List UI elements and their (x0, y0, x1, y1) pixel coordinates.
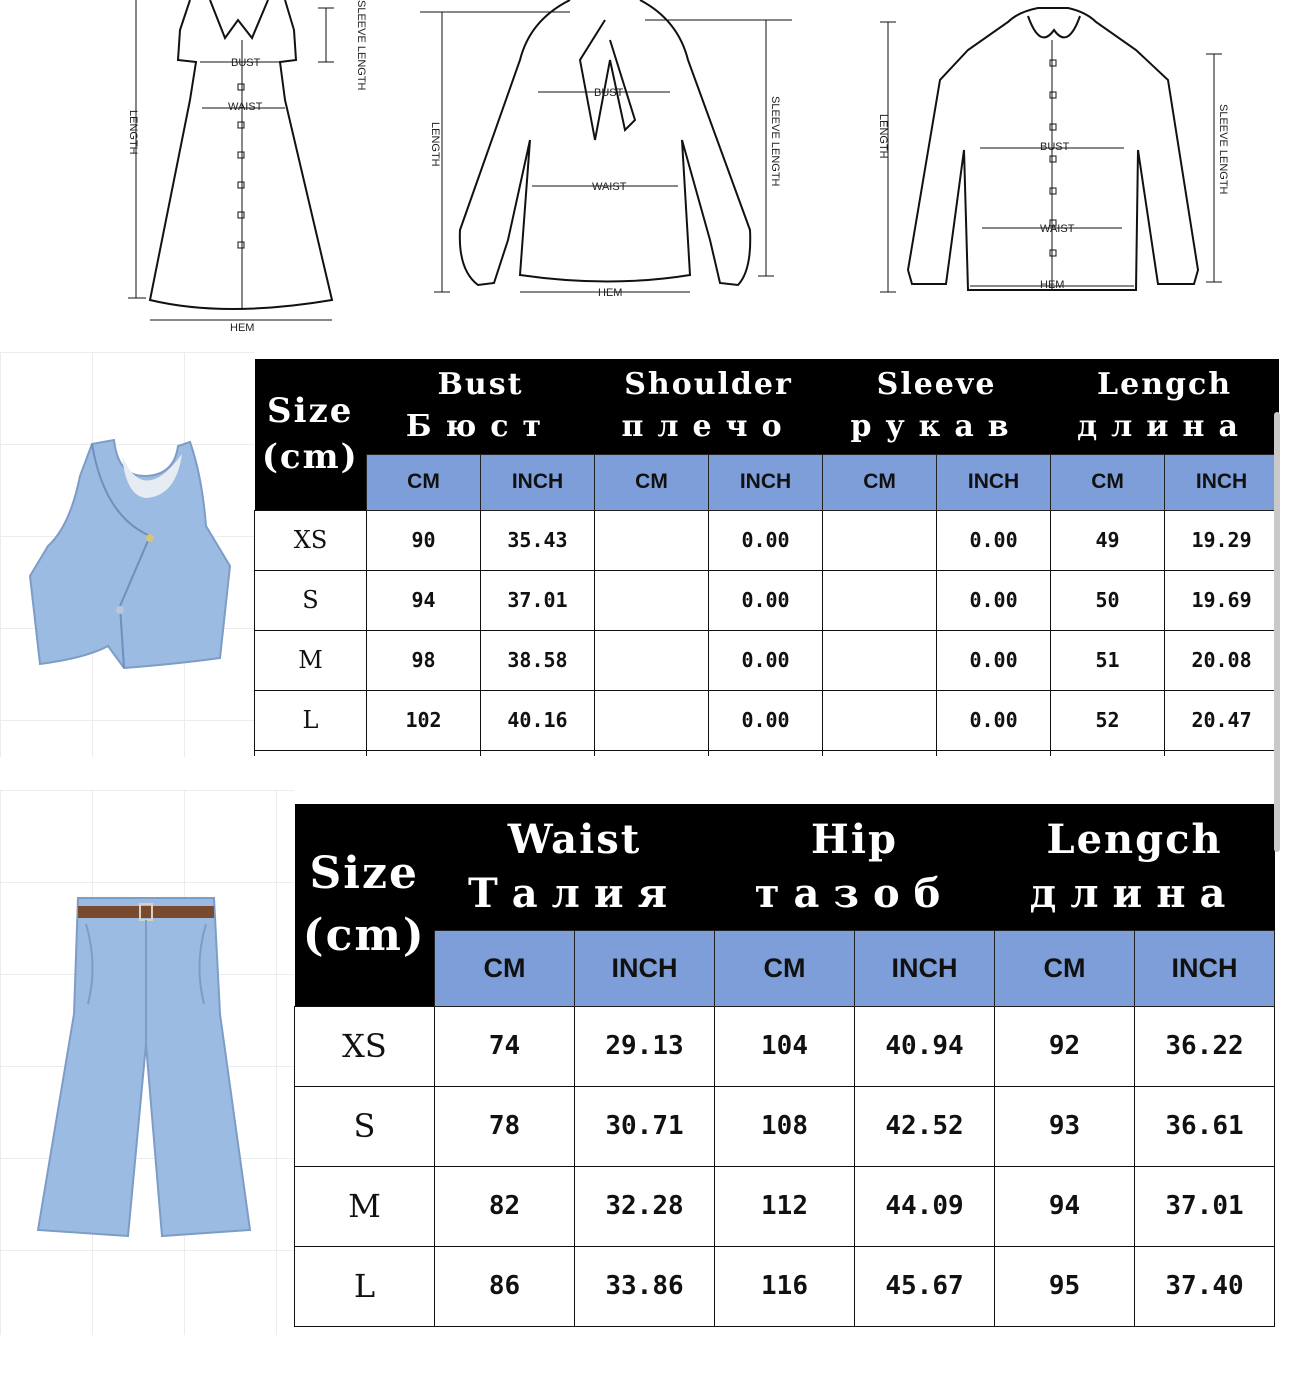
pants-value-cell: 93 (995, 1086, 1135, 1166)
vest-value-cell: 19.69 (1165, 570, 1279, 630)
pants-group-label-en: Waist (507, 815, 642, 863)
pants-value-cell: 29.13 (575, 1006, 715, 1086)
pants-size-cell: M (295, 1166, 435, 1246)
vest-size-label: Size (267, 391, 354, 432)
vest-value-cell: 38.58 (481, 630, 595, 690)
dress-hem-label: HEM (230, 322, 255, 334)
vest-value-cell: 0.00 (937, 690, 1051, 750)
vest-group-label-ru: плечо (621, 409, 796, 445)
vest-group-label-ru: Бюст (405, 409, 556, 445)
vest-size-header (255, 359, 367, 510)
pants-value-cell: 44.09 (855, 1166, 995, 1246)
vest-size-unit: (cm) (261, 437, 359, 478)
pants-value-cell: 92 (995, 1006, 1135, 1086)
shirt-sleeve-length-label: SLEEVE LENGTH (1217, 104, 1229, 195)
dress-diagram (110, 0, 390, 340)
pants-group-label-ru: тазоб (754, 869, 955, 917)
vest-group-label-en: Shoulder (624, 367, 793, 403)
shirt-hem-label: HEM (1040, 279, 1065, 291)
vest-value-cell: 19.29 (1165, 510, 1279, 570)
vest-unit-header: INCH (709, 454, 823, 510)
pants-group-length (995, 804, 1275, 930)
pants-group-waist (435, 804, 715, 930)
vest-value-cell: 20.08 (1165, 630, 1279, 690)
vest-value-cell: 0.00 (709, 690, 823, 750)
vest-group-label-en: Lengch (1097, 367, 1233, 403)
vest-value-cell: 35.43 (481, 510, 595, 570)
vest-value-cell: 102 (367, 690, 481, 750)
vest-table-cut-row (255, 750, 1279, 756)
vest-value-cell: 90 (367, 510, 481, 570)
pants-group-label-ru: Талия (467, 869, 682, 917)
blouse-bust-label: BUST (594, 87, 624, 99)
vest-size-cell: S (255, 570, 367, 630)
vest-value-cell (823, 630, 937, 690)
dress-bust-label: BUST (231, 57, 261, 69)
pants-value-cell: 33.86 (575, 1246, 715, 1326)
pants-table-row (295, 1246, 1275, 1326)
vest-value-cell: 98 (367, 630, 481, 690)
pants-photo (36, 894, 252, 1240)
vest-value-cell: 20.47 (1165, 690, 1279, 750)
vest-size-cell: L (255, 690, 367, 750)
vest-group-shoulder (595, 359, 823, 454)
pants-value-cell: 40.94 (855, 1006, 995, 1086)
blouse-length-label: LENGTH (429, 122, 441, 167)
pants-value-cell: 36.22 (1135, 1006, 1275, 1086)
pants-value-cell: 104 (715, 1006, 855, 1086)
pants-value-cell: 95 (995, 1246, 1135, 1326)
pants-unit-header: CM (715, 930, 855, 1006)
blouse-hem-label: HEM (598, 287, 623, 299)
vest-group-sleeve (823, 359, 1051, 454)
pants-value-cell: 74 (435, 1006, 575, 1086)
vest-group-bust (367, 359, 595, 454)
pants-group-label-en: Lengch (1046, 815, 1223, 863)
pants-value-cell: 112 (715, 1166, 855, 1246)
pants-size-cell: S (295, 1086, 435, 1166)
vest-photo (26, 436, 232, 672)
vest-value-cell: 0.00 (709, 630, 823, 690)
vest-size-cell: M (255, 630, 367, 690)
pants-unit-header: CM (435, 930, 575, 1006)
pants-group-label-ru: длина (1029, 869, 1240, 917)
vest-value-cell: 51 (1051, 630, 1165, 690)
pants-unit-header: INCH (1135, 930, 1275, 1006)
vest-value-cell: 37.01 (481, 570, 595, 630)
pants-group-label-en: Hip (811, 815, 898, 863)
shirt-waist-label: WAIST (1040, 223, 1075, 235)
pants-value-cell: 86 (435, 1246, 575, 1326)
pants-value-cell: 37.01 (1135, 1166, 1275, 1246)
vest-value-cell (823, 570, 937, 630)
vest-value-cell (823, 510, 937, 570)
vest-group-label-en: Bust (437, 367, 524, 403)
vest-value-cell (823, 690, 937, 750)
pants-table-row (295, 1086, 1275, 1166)
pants-value-cell: 36.61 (1135, 1086, 1275, 1166)
vest-value-cell: 0.00 (937, 570, 1051, 630)
vest-unit-header: INCH (1165, 454, 1279, 510)
vest-size-table (254, 359, 1279, 756)
vest-unit-header: CM (823, 454, 937, 510)
vest-table-row (255, 690, 1279, 750)
vest-group-label-ru: рукав (850, 409, 1023, 445)
pants-value-cell: 37.40 (1135, 1246, 1275, 1326)
vest-value-cell: 94 (367, 570, 481, 630)
pants-size-cell: XS (295, 1006, 435, 1086)
vest-size-cell: XS (255, 510, 367, 570)
vest-table-row (255, 630, 1279, 690)
vest-unit-header: CM (595, 454, 709, 510)
pants-value-cell: 116 (715, 1246, 855, 1326)
vest-group-length (1051, 359, 1279, 454)
vest-unit-header: INCH (937, 454, 1051, 510)
pants-value-cell: 78 (435, 1086, 575, 1166)
vest-value-cell: 0.00 (709, 570, 823, 630)
vest-group-label-en: Sleeve (876, 367, 997, 403)
shirt-diagram (868, 0, 1248, 310)
vest-unit-header: CM (367, 454, 481, 510)
pants-unit-header: INCH (575, 930, 715, 1006)
vest-value-cell: 0.00 (709, 510, 823, 570)
shirt-bust-label: BUST (1040, 141, 1070, 153)
pants-value-cell: 32.28 (575, 1166, 715, 1246)
vest-value-cell (595, 630, 709, 690)
pants-value-cell: 45.67 (855, 1246, 995, 1326)
vest-value-cell: 0.00 (937, 630, 1051, 690)
vest-value-cell: 50 (1051, 570, 1165, 630)
vest-value-cell: 52 (1051, 690, 1165, 750)
pants-size-table (294, 804, 1275, 1327)
blouse-waist-label: WAIST (592, 181, 627, 193)
vest-unit-header: CM (1051, 454, 1165, 510)
pants-size-unit: (cm) (302, 909, 426, 961)
shirt-length-label: LENGTH (877, 114, 889, 159)
pants-value-cell: 42.52 (855, 1086, 995, 1166)
dress-length-label: LENGTH (127, 110, 139, 155)
vest-value-cell (595, 510, 709, 570)
pants-value-cell: 108 (715, 1086, 855, 1166)
blouse-diagram (420, 0, 800, 310)
vest-value-cell: 49 (1051, 510, 1165, 570)
vest-unit-header: INCH (481, 454, 595, 510)
vest-table-row (255, 510, 1279, 570)
blouse-sleeve-length-label: SLEEVE LENGTH (769, 96, 781, 187)
pants-value-cell: 30.71 (575, 1086, 715, 1166)
vest-value-cell (595, 690, 709, 750)
vest-table-row (255, 570, 1279, 630)
vest-value-cell (595, 570, 709, 630)
vest-value-cell: 40.16 (481, 690, 595, 750)
vest-value-cell: 0.00 (937, 510, 1051, 570)
pants-group-hip (715, 804, 995, 930)
dress-waist-label: WAIST (228, 101, 263, 113)
page-scrollbar[interactable] (1274, 412, 1280, 852)
pants-size-header (295, 804, 435, 1006)
pants-size-cell: L (295, 1246, 435, 1326)
pants-value-cell: 82 (435, 1166, 575, 1246)
pants-table-row (295, 1166, 1275, 1246)
dress-sleeve-length-label: SLEEVE LENGTH (355, 0, 367, 91)
pants-table-row (295, 1006, 1275, 1086)
pants-unit-header: INCH (855, 930, 995, 1006)
vest-group-label-ru: длина (1077, 409, 1252, 445)
pants-unit-header: CM (995, 930, 1135, 1006)
pants-value-cell: 94 (995, 1166, 1135, 1246)
pants-size-label: Size (309, 847, 419, 899)
